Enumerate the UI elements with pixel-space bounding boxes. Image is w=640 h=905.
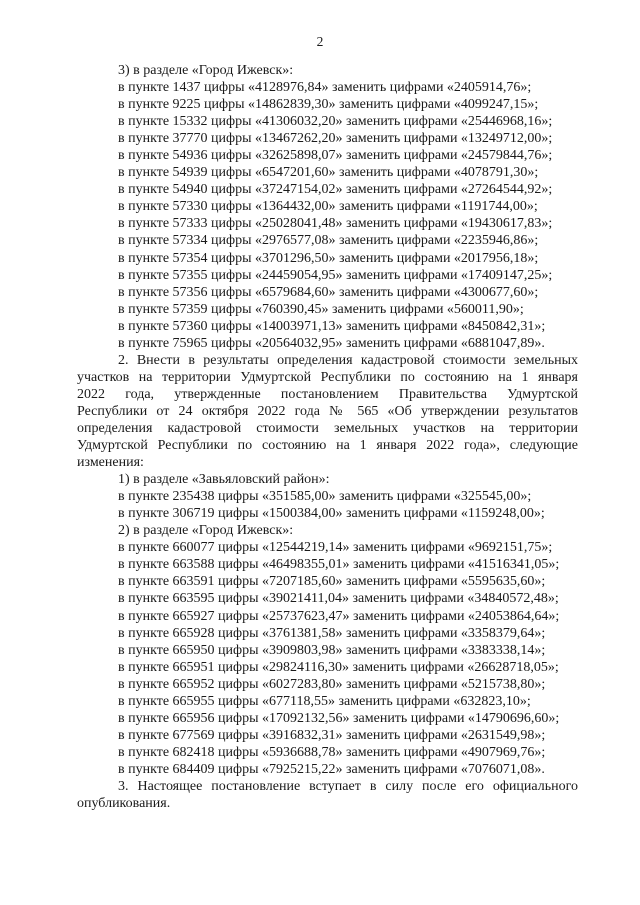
paragraph-line: определения кадастровой стоимости земельных участков на территории: [77, 420, 578, 436]
amendment-line: в пункте 665956 цифры «17092132,56» заменить цифрами «14790696,60»;: [118, 710, 560, 726]
paragraph-line: 2. Внести в результаты определения кадастровой стоимости земельных: [118, 352, 578, 368]
amendment-line: в пункте 57360 цифры «14003971,13» заменить цифрами «8450842,31»;: [118, 318, 546, 334]
amendment-line: в пункте 57334 цифры «2976577,08» заменить цифрами «2235946,86»;: [118, 233, 539, 249]
section-heading-izhevsk: 3) в разделе «Город Ижевск»:: [118, 63, 294, 78]
paragraph-line: 2022 года, утвержденные постановлением Правительства Удмуртской: [77, 386, 578, 402]
paragraph-item-2: [77, 352, 578, 471]
document-body: [77, 62, 578, 812]
amendment-line: в пункте 37770 цифры «13467262,20» заменить цифрами «13249712,00»;: [118, 131, 553, 147]
paragraph-item-3: [77, 778, 578, 812]
amendment-line: в пункте 663588 цифры «46498355,01» заменить цифрами «41516341,05»;: [118, 557, 560, 573]
amendment-line: в пункте 235438 цифры «351585,00» заменить цифрами «325545,00»;: [118, 489, 532, 505]
amendment-line: в пункте 665951 цифры «29824116,30» заменить цифрами «26628718,05»;: [118, 659, 559, 675]
paragraph-line: участков на территории Удмуртской Республики по состоянию на 1 января: [77, 369, 578, 385]
paragraph-line: изменения:: [77, 455, 144, 471]
amendment-line: в пункте 1437 цифры «4128976,84» заменить цифрами «2405914,76»;: [118, 80, 532, 96]
amendment-line: в пункте 684409 цифры «7925215,22» заменить цифрами «7076071,08».: [118, 761, 545, 777]
amendment-list-zavyalovsky: [118, 488, 578, 522]
amendment-line: в пункте 57356 цифры «6579684,60» заменить цифрами «4300677,60»;: [118, 284, 539, 300]
amendment-line: в пункте 57355 цифры «24459054,95» заменить цифрами «17409147,25»;: [118, 267, 553, 283]
amendment-line: в пункте 57333 цифры «25028041,48» заменить цифрами «19430617,83»;: [118, 216, 553, 232]
amendment-line: в пункте 665952 цифры «6027283,80» заменить цифрами «5215738,80»;: [118, 676, 546, 692]
section-heading-zavyalovsky: 1) в разделе «Завьяловский район»:: [118, 472, 330, 488]
amendment-line: в пункте 663591 цифры «7207185,60» заменить цифрами «5595635,60»;: [118, 574, 546, 590]
paragraph-line: опубликования.: [77, 796, 171, 812]
amendment-line: в пункте 57330 цифры «1364432,00» заменить цифрами «1191744,00»;: [118, 199, 538, 215]
amendment-line: в пункте 665950 цифры «3909803,98» заменить цифрами «3383338,14»;: [118, 642, 546, 658]
amendment-line: в пункте 663595 цифры «39021411,04» заменить цифрами «34840572,48»;: [118, 591, 559, 607]
amendment-line: в пункте 306719 цифры «1500384,00» заменить цифрами «1159248,00»;: [118, 506, 545, 522]
paragraph-line: Республики от 24 октября 2022 года № 565 «Об утверждении результатов: [77, 403, 578, 419]
amendment-line: в пункте 57354 цифры «3701296,50» заменить цифрами «2017956,18»;: [118, 250, 539, 266]
amendment-line: в пункте 75965 цифры «20564032,95» заменить цифрами «6881047,89».: [118, 335, 545, 351]
amendment-line: в пункте 54939 цифры «6547201,60» заменить цифрами «4078791,30»;: [118, 165, 539, 181]
amendment-list-izhevsk: [118, 79, 578, 352]
paragraph-line: 3. Настоящее постановление вступает в силу после его официального: [118, 778, 578, 794]
amendment-line: в пункте 54940 цифры «37247154,02» заменить цифрами «27264544,92»;: [118, 182, 553, 198]
amendment-line: в пункте 660077 цифры «12544219,14» заменить цифрами «9692151,75»;: [118, 540, 553, 556]
amendment-line: в пункте 665955 цифры «677118,55» заменить цифрами «632823,10»;: [118, 693, 531, 709]
amendment-line: в пункте 15332 цифры «41306032,20» заменить цифрами «25446968,16»;: [118, 114, 553, 130]
amendment-line: в пункте 54936 цифры «32625898,07» заменить цифрами «24579844,76»;: [118, 148, 553, 164]
amendment-line: в пункте 677569 цифры «3916832,31» заменить цифрами «2631549,98»;: [118, 727, 546, 743]
amendment-line: в пункте 682418 цифры «5936688,78» заменить цифрами «4907969,76»;: [118, 744, 546, 760]
amendment-line: в пункте 57359 цифры «760390,45» заменить цифрами «560011,90»;: [118, 301, 524, 317]
page-number: 2: [316, 34, 324, 49]
amendment-list-izhevsk-2: [118, 539, 578, 778]
paragraph-line: Удмуртской Республики по состоянию на 1 января 2022 года», следующие: [77, 438, 578, 454]
section-heading-izhevsk-2: 2) в разделе «Город Ижевск»:: [118, 523, 294, 539]
amendment-line: в пункте 665928 цифры «3761381,58» заменить цифрами «3358379,64»;: [118, 625, 546, 641]
amendment-line: в пункте 665927 цифры «25737623,47» заменить цифрами «24053864,64»;: [118, 608, 560, 624]
amendment-line: в пункте 9225 цифры «14862839,30» заменить цифрами «4099247,15»;: [118, 97, 539, 113]
